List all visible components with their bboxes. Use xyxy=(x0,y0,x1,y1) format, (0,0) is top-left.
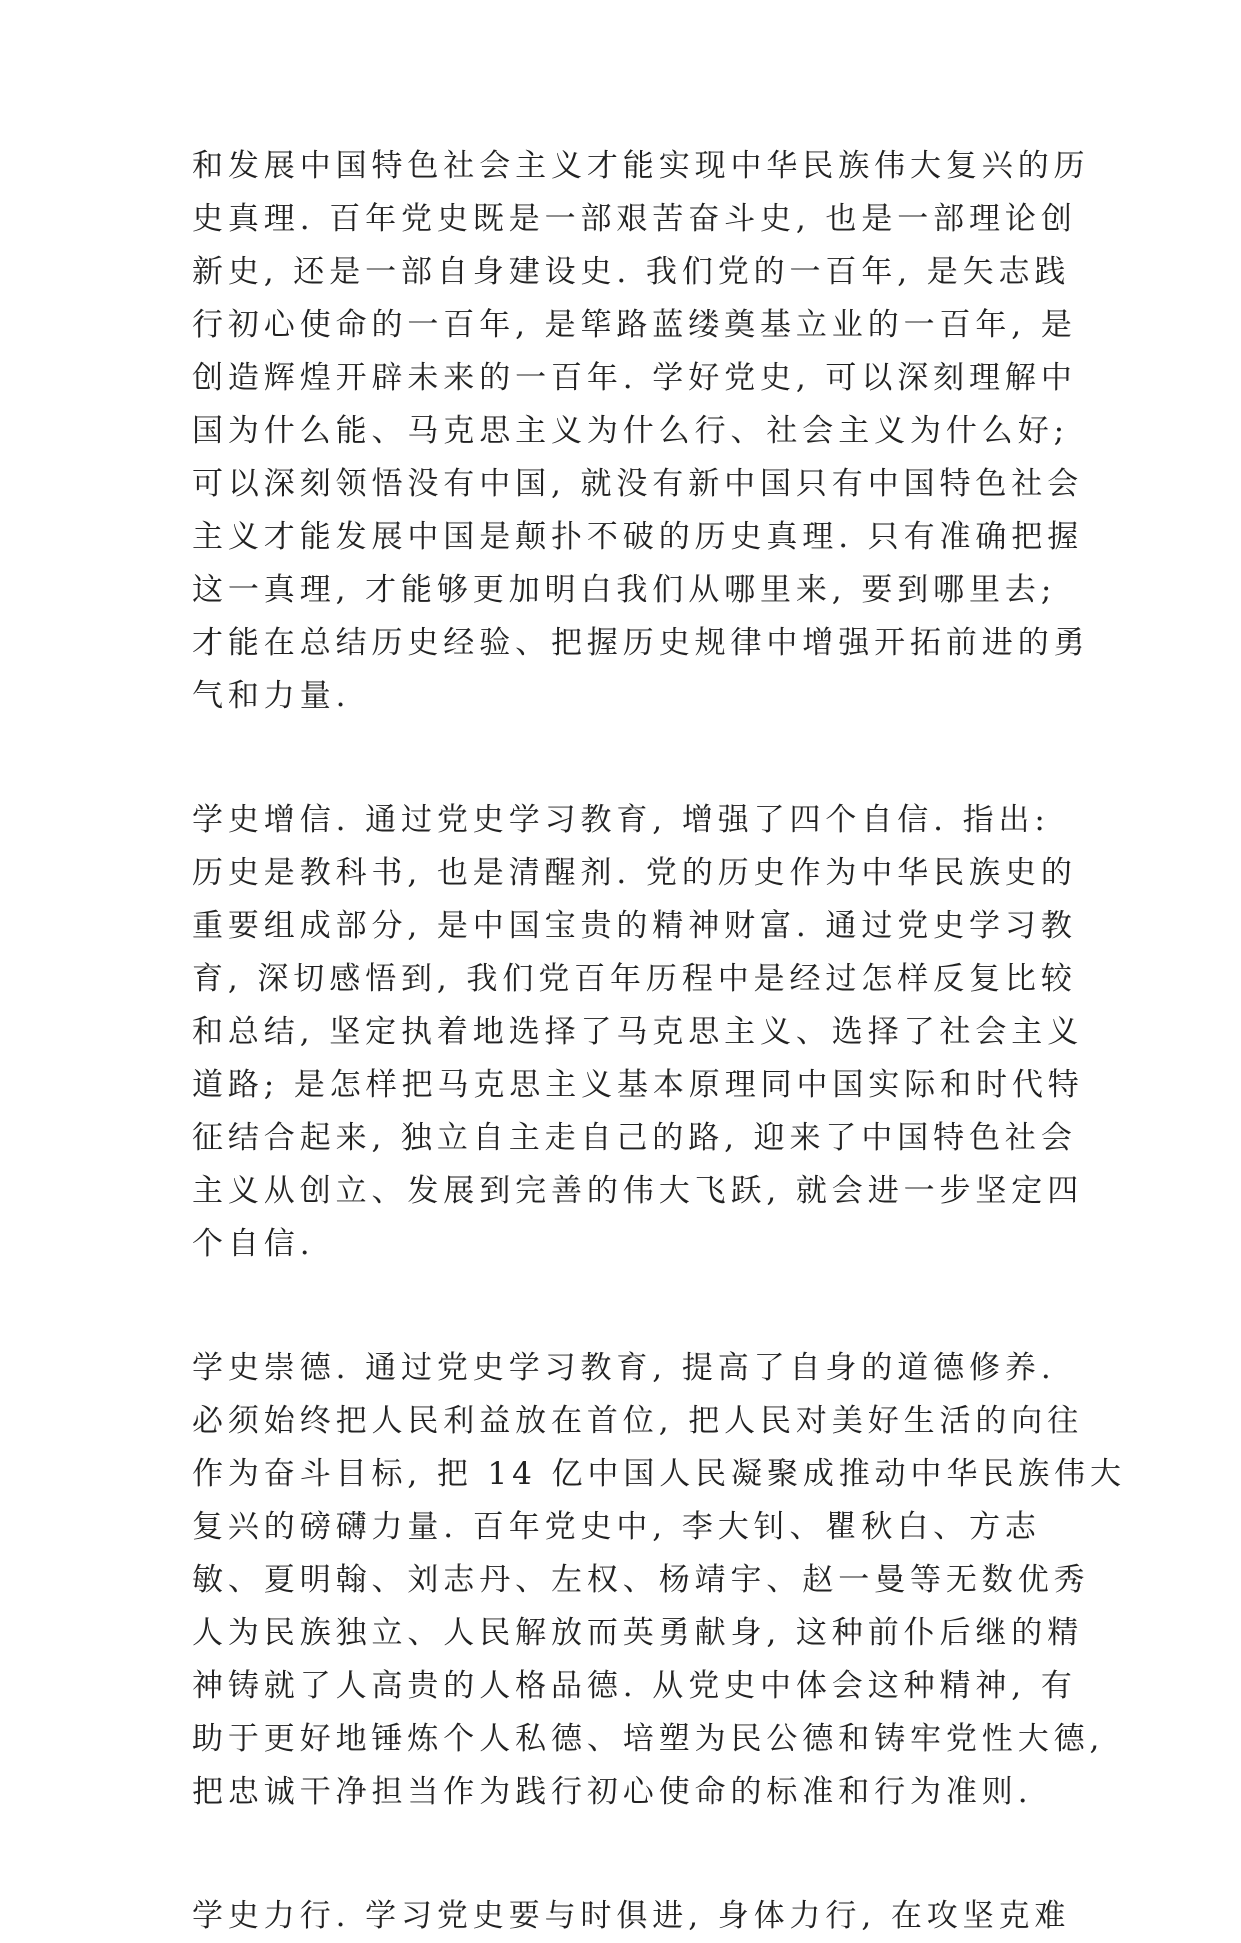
paragraph-learn-history-virtue xyxy=(192,1342,1126,1819)
text-line: 学史力行. 学习党史要与时俱进, 身体力行, 在攻坚克难 xyxy=(192,1898,1071,1934)
document-body xyxy=(192,140,1126,1943)
text-line: 人为民族独立、人民解放而英勇献身, 这种前仆后继的精 xyxy=(192,1615,1084,1651)
text-line: 创造辉煌开辟未来的一百年. 学好党史, 可以深刻理解中 xyxy=(192,360,1077,396)
text-line: 才能在总结历史经验、把握历史规律中增强开拓前进的勇 xyxy=(192,625,1090,661)
text-line: 作为奋斗目标, 把 14 亿中国人民凝聚成推动中华民族伟大 xyxy=(192,1456,1126,1492)
text-line: 神铸就了人高贵的人格品德. 从党史中体会这种精神, 有 xyxy=(192,1668,1077,1704)
text-line: 道路; 是怎样把马克思主义基本原理同中国实际和时代特 xyxy=(192,1067,1084,1103)
paragraph-history-truth xyxy=(192,140,1090,723)
text-line: 史真理. 百年党史既是一部艰苦奋斗史, 也是一部理论创 xyxy=(192,201,1077,237)
text-line: 必须始终把人民利益放在首位, 把人民对美好生活的向往 xyxy=(192,1403,1084,1439)
text-line: 国为什么能、马克思主义为什么行、社会主义为什么好; xyxy=(192,413,1069,449)
text-line: 复兴的磅礴力量. 百年党史中, 李大钊、瞿秋白、方志 xyxy=(192,1509,1041,1545)
paragraph-learn-history-confidence xyxy=(192,794,1084,1271)
text-line: 可以深刻领悟没有中国, 就没有新中国只有中国特色社会 xyxy=(192,466,1084,502)
text-line: 和总结, 坚定执着地选择了马克思主义、选择了社会主义 xyxy=(192,1014,1084,1050)
text-line: 和发展中国特色社会主义才能实现中华民族伟大复兴的历 xyxy=(192,148,1090,184)
text-line: 主义才能发展中国是颠扑不破的历史真理. 只有准确把握 xyxy=(192,519,1084,555)
text-line: 这一真理, 才能够更加明白我们从哪里来, 要到哪里去; xyxy=(192,572,1057,608)
paragraph-learn-history-practice xyxy=(192,1890,1071,1943)
text-line: 重要组成部分, 是中国宝贵的精神财富. 通过党史学习教 xyxy=(192,908,1077,944)
text-line: 气和力量. xyxy=(192,678,351,714)
text-line: 敏、夏明翰、刘志丹、左权、杨靖宇、赵一曼等无数优秀 xyxy=(192,1562,1090,1598)
text-line: 行初心使命的一百年, 是筚路蓝缕奠基立业的一百年, 是 xyxy=(192,307,1077,343)
text-line: 育, 深切感悟到, 我们党百年历程中是经过怎样反复比较 xyxy=(192,961,1077,997)
text-line: 征结合起来, 独立自主走自己的路, 迎来了中国特色社会 xyxy=(192,1120,1077,1156)
text-line: 学史增信. 通过党史学习教育, 增强了四个自信. 指出: xyxy=(192,802,1050,838)
text-line: 助于更好地锤炼个人私德、培塑为民公德和铸牢党性大德, xyxy=(192,1721,1105,1757)
text-line: 主义从创立、发展到完善的伟大飞跃, 就会进一步坚定四 xyxy=(192,1173,1084,1209)
text-line: 把忠诚干净担当作为践行初心使命的标准和行为准则. xyxy=(192,1774,1033,1810)
text-line: 学史崇德. 通过党史学习教育, 提高了自身的道德修养. xyxy=(192,1350,1056,1386)
text-line: 新史, 还是一部自身建设史. 我们党的一百年, 是矢志践 xyxy=(192,254,1071,290)
text-line: 历史是教科书, 也是清醒剂. 党的历史作为中华民族史的 xyxy=(192,855,1077,891)
text-line: 个自信. xyxy=(192,1226,315,1262)
